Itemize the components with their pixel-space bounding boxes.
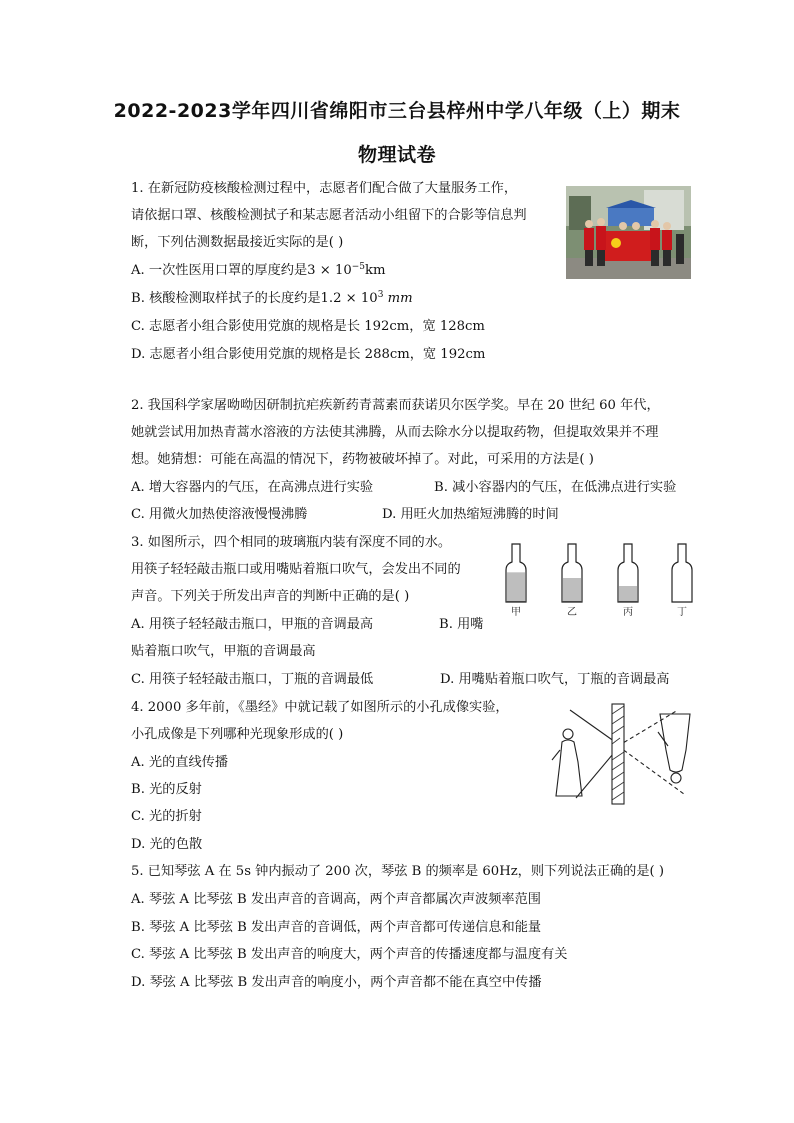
bottle-water-2 xyxy=(563,578,581,602)
q4-option-d: D. 光的色散 xyxy=(131,837,203,852)
q4-stem-line1: 4. 2000 多年前，《墨经》中就记载了如图所示的小孔成像实验， xyxy=(131,700,509,715)
q5-stem: 5. 已知琴弦 A 在 5s 钟内振动了 200 次，琴弦 B 的频率是 60Hz，则下列说法正确的是( ) xyxy=(131,864,665,879)
pinhole-imaging-figure xyxy=(548,702,698,806)
bottle-label-1: 甲 xyxy=(511,607,521,618)
four-bottles-figure xyxy=(500,540,700,618)
q2-option-d: D. 用旺火加热缩短沸腾的时间 xyxy=(382,507,559,522)
bottle-label-3: 丙 xyxy=(623,607,633,618)
q2-option-a: A. 增大容器内的气压，在高沸点进行实验 xyxy=(131,480,374,495)
q1-option-b: B. 核酸检测取样拭子的长度约是$1.2 \times 10^3$ mm xyxy=(131,290,413,306)
q3-option-a: A. 用筷子轻轻敲击瓶口，甲瓶的音调最高 xyxy=(131,617,374,632)
exam-title-line2: 物理试卷 xyxy=(357,144,436,166)
q4-option-b: B. 光的反射 xyxy=(131,782,202,797)
q1-option-d: D. 志愿者小组合影使用党旗的规格是长 288cm，宽 192cm xyxy=(131,347,486,362)
q3-stem-line2: 用筷子轻轻敲击瓶口或用嘴贴着瓶口吹气，会发出不同的 xyxy=(131,562,461,577)
bottle-water-1 xyxy=(507,573,525,602)
q1-stem-line3: 断，下列估测数据最接近实际的是( ) xyxy=(131,235,344,250)
exam-title-line1: 2022-2023学年四川省绵阳市三台县梓州中学八年级（上）期末 xyxy=(113,100,681,122)
q3-option-c: C. 用筷子轻轻敲击瓶口，丁瓶的音调最低 xyxy=(131,672,374,687)
q1-stem-line1: 1. 在新冠防疫核酸检测过程中，志愿者们配合做了大量服务工作， xyxy=(131,181,518,196)
q2-option-c: C. 用微火加热使溶液慢慢沸腾 xyxy=(131,507,308,522)
q2-stem-line2: 她就尝试用加热青蒿水溶液的方法使其沸腾，从而去除水分以提取药物，但提取效果并不理 xyxy=(131,425,659,440)
q2-stem-line3: 想。她猜想：可能在高温的情况下，药物被破坏掉了。对此，可采用的方法是( ) xyxy=(131,452,594,467)
q2-option-b: B. 减小容器内的气压，在低沸点进行实验 xyxy=(434,480,677,495)
q1-option-c: C. 志愿者小组合影使用党旗的规格是长 192cm，宽 128cm xyxy=(131,319,485,334)
q1-stem-line2: 请依据口罩、核酸检测拭子和某志愿者活动小组留下的合影等信息判 xyxy=(131,208,527,223)
q5-option-b: B. 琴弦 A 比琴弦 B 发出声音的音调低，两个声音都可传递信息和能量 xyxy=(131,920,542,935)
q4-option-a: A. 光的直线传播 xyxy=(131,755,229,770)
q3-option-b-part1: B. 用嘴 xyxy=(439,617,484,632)
q3-option-d: D. 用嘴贴着瓶口吹气，丁瓶的音调最高 xyxy=(440,672,670,687)
q3-stem-line3: 声音。下列关于所发出声音的判断中正确的是( ) xyxy=(131,589,410,604)
bottle-4 xyxy=(672,544,692,602)
bottle-water-3 xyxy=(619,586,637,602)
q4-option-c: C. 光的折射 xyxy=(131,809,202,824)
bottle-label-4: 丁 xyxy=(677,607,687,618)
volunteer-group-photo xyxy=(566,186,691,279)
q5-option-a: A. 琴弦 A 比琴弦 B 发出声音的音调高，两个声音都属次声波频率范围 xyxy=(131,892,541,907)
q3-option-b-part2: 贴着瓶口吹气，甲瓶的音调最高 xyxy=(131,644,316,659)
q5-option-d: D. 琴弦 A 比琴弦 B 发出声音的响度小，两个声音都不能在真空中传播 xyxy=(131,975,542,990)
q4-stem-line2: 小孔成像是下列哪种光现象形成的( ) xyxy=(131,727,344,742)
q3-stem-line1: 3. 如图所示，四个相同的玻璃瓶内装有深度不同的水。 xyxy=(131,535,452,550)
q1-option-a: A. 一次性医用口罩的厚度约是$3 \times 10^{-5}km$ xyxy=(131,262,386,278)
bottle-label-2: 乙 xyxy=(567,607,577,618)
q5-option-c: C. 琴弦 A 比琴弦 B 发出声音的响度大，两个声音的传播速度都与温度有关 xyxy=(131,947,568,962)
q2-stem-line1: 2. 我国科学家屠呦呦因研制抗疟疾新药青蒿素而获诺贝尔医学奖。早在 20 世纪 60 年代， xyxy=(131,398,660,413)
